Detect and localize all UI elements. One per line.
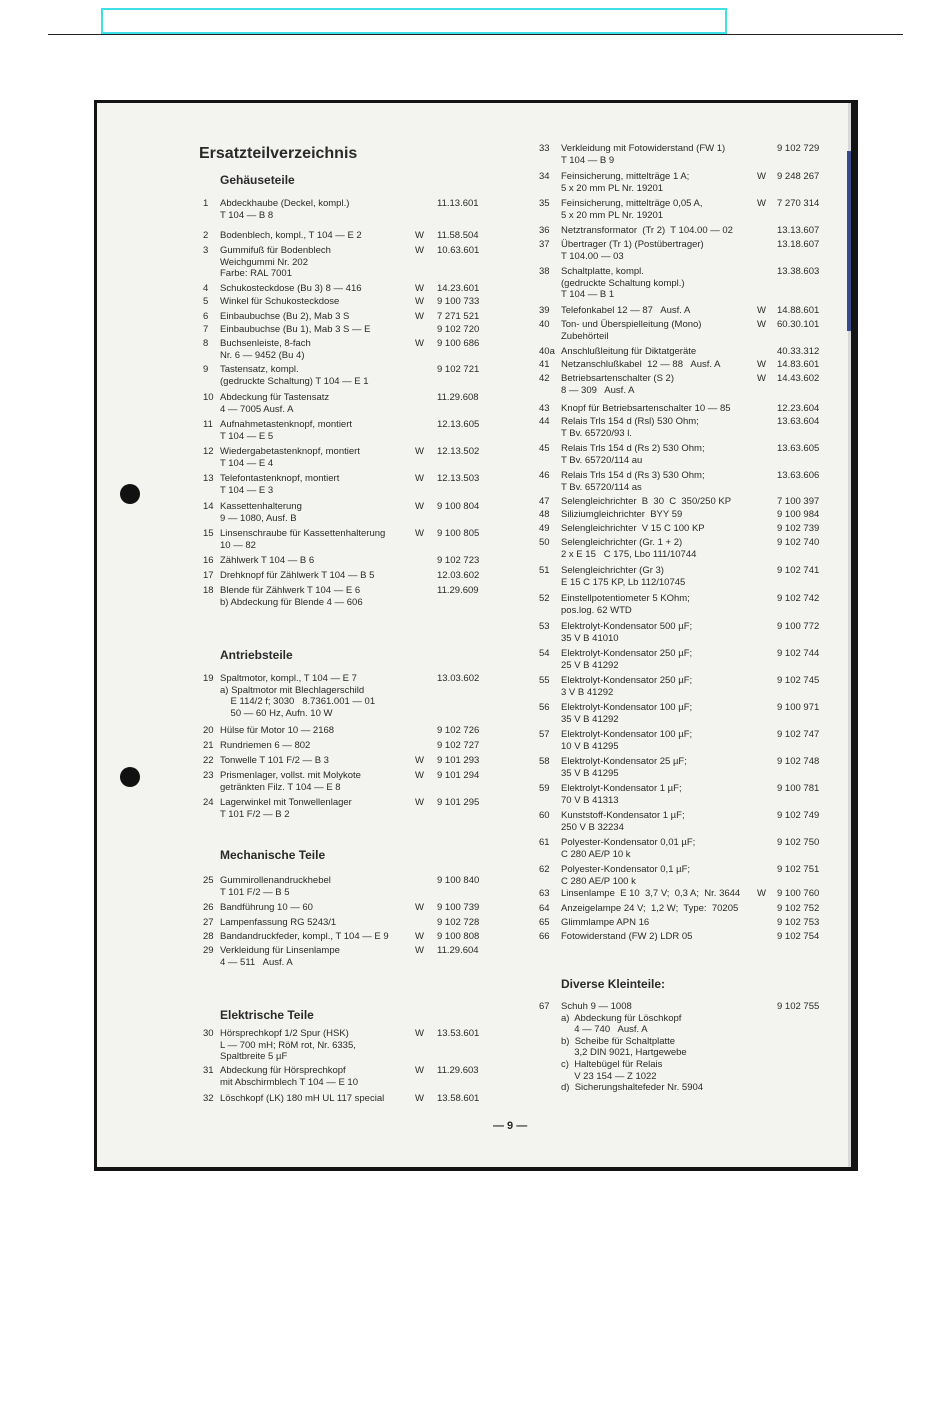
item-description: Gummirollenandruckhebel T 101 F/2 — B 5 [220,875,331,898]
item-part-number: 9 102 729 [777,143,820,154]
item-number: 5 [203,296,209,307]
item-description: Schaltplatte, kompl. (gedruckte Schaltung kompl.) T 104 — B 1 [561,266,685,301]
item-description: Selengleichrichter V 15 C 100 KP [561,523,705,534]
item-part-number: 7 100 397 [777,496,820,507]
item-description: Selengleichrichter B 30 C 350/250 KP [561,496,732,507]
item-part-number: 9 100 804 [437,501,480,512]
item-number: 40 [539,319,550,330]
item-part-number: 13.03.602 [437,673,480,684]
item-description: Anzeigelampe 24 V; 1,2 W; Type: 70205 [561,903,739,914]
item-description: Netzanschlußkabel 12 — 88 Ausf. A [561,359,721,370]
item-description: Relais Trls 154 d (Rsl) 530 Ohm; T Bv. 65720/93 l. [561,416,699,439]
item-part-number: 9 100 971 [777,702,820,713]
item-part-number: 13.58.601 [437,1093,480,1104]
item-description: Winkel für Schukosteckdose [220,296,340,307]
item-number: 3 [203,245,209,256]
item-number: 8 [203,338,209,349]
item-part-number: 13.63.605 [777,443,820,454]
item-number: 53 [539,621,550,632]
item-description: Polyester-Kondensator 0,01 µF; C 280 AE/P 10 k [561,837,696,860]
item-flag: W [757,305,766,316]
item-part-number: 13.63.604 [777,416,820,427]
item-number: 37 [539,239,550,250]
item-number: 51 [539,565,550,576]
item-description: Buchsenleiste, 8-fach Nr. 6 — 9452 (Bu 4) [220,338,311,361]
item-number: 15 [203,528,214,539]
item-description: Elektrolyt-Kondensator 500 µF; 35 V B 41010 [561,621,693,644]
item-number: 14 [203,501,214,512]
item-part-number: 9 102 745 [777,675,820,686]
item-number: 33 [539,143,550,154]
item-flag: W [415,1028,424,1039]
item-number: 17 [203,570,214,581]
item-description: Gummifuß für Bodenblech Weichgummi Nr. 202 Farbe: RAL 7001 [220,245,331,280]
item-flag: W [415,311,424,322]
punch-hole-upper [120,484,140,504]
item-number: 30 [203,1028,214,1039]
item-description: Abdeckung für Tastensatz 4 — 7005 Ausf. A [220,392,330,415]
item-description: Lagerwinkel mit Tonwellenlager T 101 F/2 — B 2 [220,797,352,820]
item-part-number: 13.63.606 [777,470,820,481]
item-number: 18 [203,585,214,596]
item-number: 28 [203,931,214,942]
item-number: 32 [203,1093,214,1104]
item-number: 54 [539,648,550,659]
item-description: Polyester-Kondensator 0,1 µF; C 280 AE/P 100 k [561,864,691,887]
item-number: 24 [203,797,214,808]
item-number: 50 [539,537,550,548]
item-description: Relais Trls 154 d (Rs 3) 530 Ohm; T Bv. 65720/114 as [561,470,705,493]
item-number: 48 [539,509,550,520]
item-description: Tastensatz, kompl. (gedruckte Schaltung) T 104 — E 1 [220,364,369,387]
document-title: Ersatzteilverzeichnis [199,145,358,162]
item-flag: W [757,198,766,209]
item-number: 64 [539,903,550,914]
item-part-number: 60.30.101 [777,319,820,330]
item-number: 4 [203,283,209,294]
item-part-number: 9 102 748 [777,756,820,767]
item-part-number: 40.33.312 [777,346,820,357]
item-description: Verkleidung für Linsenlampe 4 — 511 Ausf. A [220,945,340,968]
item-part-number: 9 100 739 [437,902,480,913]
item-description: Übertrager (Tr 1) (Postübertrager) T 104.00 — 03 [561,239,704,262]
item-flag: W [415,931,424,942]
item-flag: W [415,1093,424,1104]
item-part-number: 9 100 781 [777,783,820,794]
item-number: 56 [539,702,550,713]
item-number: 16 [203,555,214,566]
item-number: 67 [539,1001,550,1012]
item-part-number: 9 100 984 [777,509,820,520]
item-description: Elektrolyt-Kondensator 100 µF; 10 V B 41295 [561,729,693,752]
item-number: 7 [203,324,209,335]
item-part-number: 13.53.601 [437,1028,480,1039]
item-part-number: 12.13.503 [437,473,480,484]
item-part-number: 9 100 808 [437,931,480,942]
item-number: 62 [539,864,550,875]
item-part-number: 9 101 294 [437,770,480,781]
item-part-number: 14.83.601 [777,359,820,370]
item-number: 55 [539,675,550,686]
item-part-number: 9 248 267 [777,171,820,182]
item-flag: W [415,245,424,256]
item-number: 43 [539,403,550,414]
item-description: Spaltmotor, kompl., T 104 — E 7 a) Spaltmotor mit Blechlagerschild E 114/2 f; 3030 8.7361.001 — 01 50 — 60 Hz, Aufn. 10 W [220,673,376,719]
item-part-number: 9 101 295 [437,797,480,808]
item-number: 12 [203,446,214,457]
item-flag: W [415,230,424,241]
item-part-number: 12.03.602 [437,570,480,581]
item-number: 40a [539,346,555,357]
item-description: Anschlußleitung für Diktatgeräte [561,346,697,357]
item-part-number: 9 102 721 [437,364,480,375]
item-number: 34 [539,171,550,182]
item-flag: W [415,902,424,913]
header-highlight-box [101,8,727,34]
item-number: 63 [539,888,550,899]
item-part-number: 11.29.609 [437,585,479,596]
item-number: 59 [539,783,550,794]
item-flag: W [415,283,424,294]
item-number: 66 [539,931,550,942]
item-part-number: 9 102 741 [777,565,820,576]
item-part-number: 9 102 739 [777,523,820,534]
item-flag: W [757,373,766,384]
item-description: Kassettenhalterung 9 — 1080, Ausf. B [220,501,302,524]
item-description: Wiedergabetastenknopf, montiert T 104 — E 4 [220,446,360,469]
item-part-number: 9 102 750 [777,837,820,848]
item-part-number: 9 102 752 [777,903,820,914]
header-rule [48,34,903,35]
section-heading: Mechanische Teile [220,848,326,862]
item-part-number: 9 102 728 [437,917,480,928]
item-flag: W [757,171,766,182]
item-description: Linsenlampe E 10 3,7 V; 0,3 A; Nr. 3644 [561,888,741,899]
item-number: 26 [203,902,214,913]
item-description: Elektrolyt-Kondensator 100 µF; 35 V B 41292 [561,702,693,725]
item-flag: W [415,797,424,808]
item-part-number: 13.18.607 [777,239,820,250]
item-description: Schukosteckdose (Bu 3) 8 — 416 [220,283,362,294]
item-description: Elektrolyt-Kondensator 250 µF; 3 V B 41292 [561,675,693,698]
item-number: 61 [539,837,550,848]
item-description: Fotowiderstand (FW 2) LDR 05 [561,931,693,942]
item-number: 39 [539,305,550,316]
item-part-number: 9 102 726 [437,725,480,736]
item-number: 21 [203,740,214,751]
item-flag: W [415,755,424,766]
section-heading: Diverse Kleinteile: [561,977,666,991]
item-part-number: 11.29.608 [437,392,479,403]
item-part-number: 9 102 720 [437,324,480,335]
item-part-number: 9 100 733 [437,296,480,307]
item-part-number: 9 102 740 [777,537,820,548]
item-description: Bandführung 10 — 60 [220,902,313,913]
item-flag: W [415,1065,424,1076]
item-number: 13 [203,473,214,484]
punch-hole-lower [120,767,140,787]
item-number: 25 [203,875,214,886]
item-description: Glimmlampe APN 16 [561,917,650,928]
item-description: Abdeckung für Hörsprechkopf mit Abschirmblech T 104 — E 10 [220,1065,358,1088]
item-description: Löschkopf (LK) 180 mH UL 117 special [220,1093,385,1104]
item-description: Kunststoff-Kondensator 1 µF; 250 V B 32234 [561,810,685,833]
item-part-number: 9 102 723 [437,555,480,566]
item-number: 20 [203,725,214,736]
item-description: Einstellpotentiometer 5 KOhm; pos.log. 62 WTD [561,593,690,616]
item-number: 29 [203,945,214,956]
item-part-number: 7 270 314 [777,198,820,209]
item-number: 47 [539,496,550,507]
scanned-page-frame [94,100,858,1171]
item-flag: W [415,945,424,956]
item-part-number: 9 100 760 [777,888,820,899]
item-part-number: 12.13.605 [437,419,480,430]
item-part-number: 12.13.502 [437,446,480,457]
page-number: — 9 — [493,1120,528,1132]
item-number: 41 [539,359,550,370]
item-description: Prismenlager, vollst. mit Molykote getränkten Filz. T 104 — E 8 [220,770,361,793]
item-number: 19 [203,673,214,684]
item-part-number: 9 102 754 [777,931,820,942]
item-flag: W [757,888,766,899]
item-part-number: 9 102 751 [777,864,820,875]
item-number: 36 [539,225,550,236]
item-number: 44 [539,416,550,427]
item-part-number: 14.43.602 [777,373,820,384]
item-description: Blende für Zählwerk T 104 — E 6 b) Abdeckung für Blende 4 — 606 [220,585,363,608]
document-page [97,103,851,1167]
item-description: Knopf für Betriebsartenschalter 10 — 85 [561,403,731,414]
item-description: Siliziumgleichrichter BYY 59 [561,509,683,520]
item-number: 57 [539,729,550,740]
item-description: Bandandruckfeder, kompl., T 104 — E 9 [220,931,389,942]
item-flag: W [415,473,424,484]
item-part-number: 9 100 840 [437,875,480,886]
item-description: Feinsicherung, mittelträge 1 A; 5 x 20 mm PL Nr. 19201 [561,171,690,194]
item-part-number: 11.13.601 [437,198,479,209]
item-description: Hörsprechkopf 1/2 Spur (HSK) L — 700 mH; RöM rot, Nr. 6335, Spaltbreite 5 µF [220,1028,356,1063]
item-part-number: 11.58.504 [437,230,479,241]
item-number: 38 [539,266,550,277]
item-number: 65 [539,917,550,928]
item-part-number: 9 102 744 [777,648,820,659]
item-number: 10 [203,392,214,403]
item-description: Linsenschraube für Kassettenhalterung 10 — 82 [220,528,386,551]
item-description: Rundriemen 6 — 802 [220,740,311,751]
item-part-number: 7 271 521 [437,311,480,322]
item-flag: W [415,296,424,307]
item-part-number: 9 100 686 [437,338,480,349]
item-part-number: 9 102 727 [437,740,480,751]
item-description: Tonwelle T 101 F/2 — B 3 [220,755,329,766]
item-number: 49 [539,523,550,534]
page-edge-mark [847,151,851,331]
item-description: Selengleichrichter (Gr. 1 + 2) 2 x E 15 C 175, Lbo 111/10744 [561,537,697,560]
item-description: Betriebsartenschalter (S 2) 8 — 309 Ausf. A [561,373,674,396]
item-number: 27 [203,917,214,928]
item-number: 60 [539,810,550,821]
item-number: 1 [203,198,209,209]
item-description: Schuh 9 — 1008 a) Abdeckung für Löschkopf 4 — 740 Ausf. A b) Scheibe für Schaltplatte 3,2 DIN 9021, Hartgewebe c) Haltebügel für Relais V 23 154 — Z 1022 d) Sicherungshaltefeder Nr. 5904 [561,1001,704,1094]
item-part-number: 13.38.603 [777,266,820,277]
item-description: Einbaubuchse (Bu 1), Mab 3 S — E [220,324,371,335]
item-number: 23 [203,770,214,781]
item-number: 52 [539,593,550,604]
item-flag: W [757,319,766,330]
item-number: 42 [539,373,550,384]
item-description: Abdeckhaube (Deckel, kompl.) T 104 — B 8 [220,198,350,221]
item-description: Drehknopf für Zählwerk T 104 — B 5 [220,570,375,581]
item-part-number: 9 102 747 [777,729,820,740]
item-number: 35 [539,198,550,209]
item-part-number: 13.13.607 [777,225,820,236]
section-heading: Antriebsteile [220,648,293,662]
item-number: 31 [203,1065,214,1076]
item-number: 6 [203,311,209,322]
item-description: Feinsicherung, mittelträge 0,05 A, 5 x 20 mm PL Nr. 19201 [561,198,703,221]
item-description: Hülse für Motor 10 — 2168 [220,725,335,736]
item-part-number: 9 102 749 [777,810,820,821]
item-part-number: 9 100 772 [777,621,820,632]
item-description: Relais Trls 154 d (Rs 2) 530 Ohm; T Bv. 65720/114 au [561,443,705,466]
item-number: 46 [539,470,550,481]
item-part-number: 14.23.601 [437,283,480,294]
item-flag: W [415,338,424,349]
item-flag: W [415,528,424,539]
item-description: Selengleichrichter (Gr 3) E 15 C 175 KP, Lb 112/10745 [561,565,686,588]
item-part-number: 9 100 805 [437,528,480,539]
item-description: Telefonkabel 12 — 87 Ausf. A [561,305,691,316]
item-number: 22 [203,755,214,766]
item-description: Elektrolyt-Kondensator 250 µF; 25 V B 41292 [561,648,693,671]
section-heading: Gehäuseteile [220,173,295,187]
item-flag: W [757,359,766,370]
item-description: Bodenblech, kompl., T 104 — E 2 [220,230,362,241]
item-part-number: 14.88.601 [777,305,820,316]
item-description: Elektrolyt-Kondensator 1 µF; 70 V B 41313 [561,783,682,806]
item-part-number: 9 102 753 [777,917,820,928]
item-flag: W [415,770,424,781]
item-part-number: 10.63.601 [437,245,480,256]
item-description: Verkleidung mit Fotowiderstand (FW 1) T 104 — B 9 [561,143,726,166]
item-part-number: 9 102 755 [777,1001,820,1012]
item-part-number: 12.23.604 [777,403,820,414]
item-flag: W [415,446,424,457]
item-description: Lampenfassung RG 5243/1 [220,917,337,928]
item-description: Netztransformator (Tr 2) T 104.00 — 02 [561,225,733,236]
item-part-number: 11.29.603 [437,1065,479,1076]
item-part-number: 11.29.604 [437,945,479,956]
item-description: Telefontastenknopf, montiert T 104 — E 3 [220,473,340,496]
item-description: Elektrolyt-Kondensator 25 µF; 35 V B 41295 [561,756,687,779]
item-number: 9 [203,364,209,375]
item-number: 2 [203,230,209,241]
item-number: 45 [539,443,550,454]
item-description: Einbaubuchse (Bu 2), Mab 3 S [220,311,350,322]
item-description: Aufnahmetastenknopf, montiert T 104 — E 5 [220,419,353,442]
item-flag: W [415,501,424,512]
item-description: Ton- und Überspielleitung (Mono) Zubehörteil [561,319,702,342]
item-part-number: 9 101 293 [437,755,480,766]
item-description: Zählwerk T 104 — B 6 [220,555,315,566]
item-number: 11 [203,419,213,430]
item-part-number: 9 102 742 [777,593,820,604]
item-number: 58 [539,756,550,767]
section-heading: Elektrische Teile [220,1008,314,1022]
